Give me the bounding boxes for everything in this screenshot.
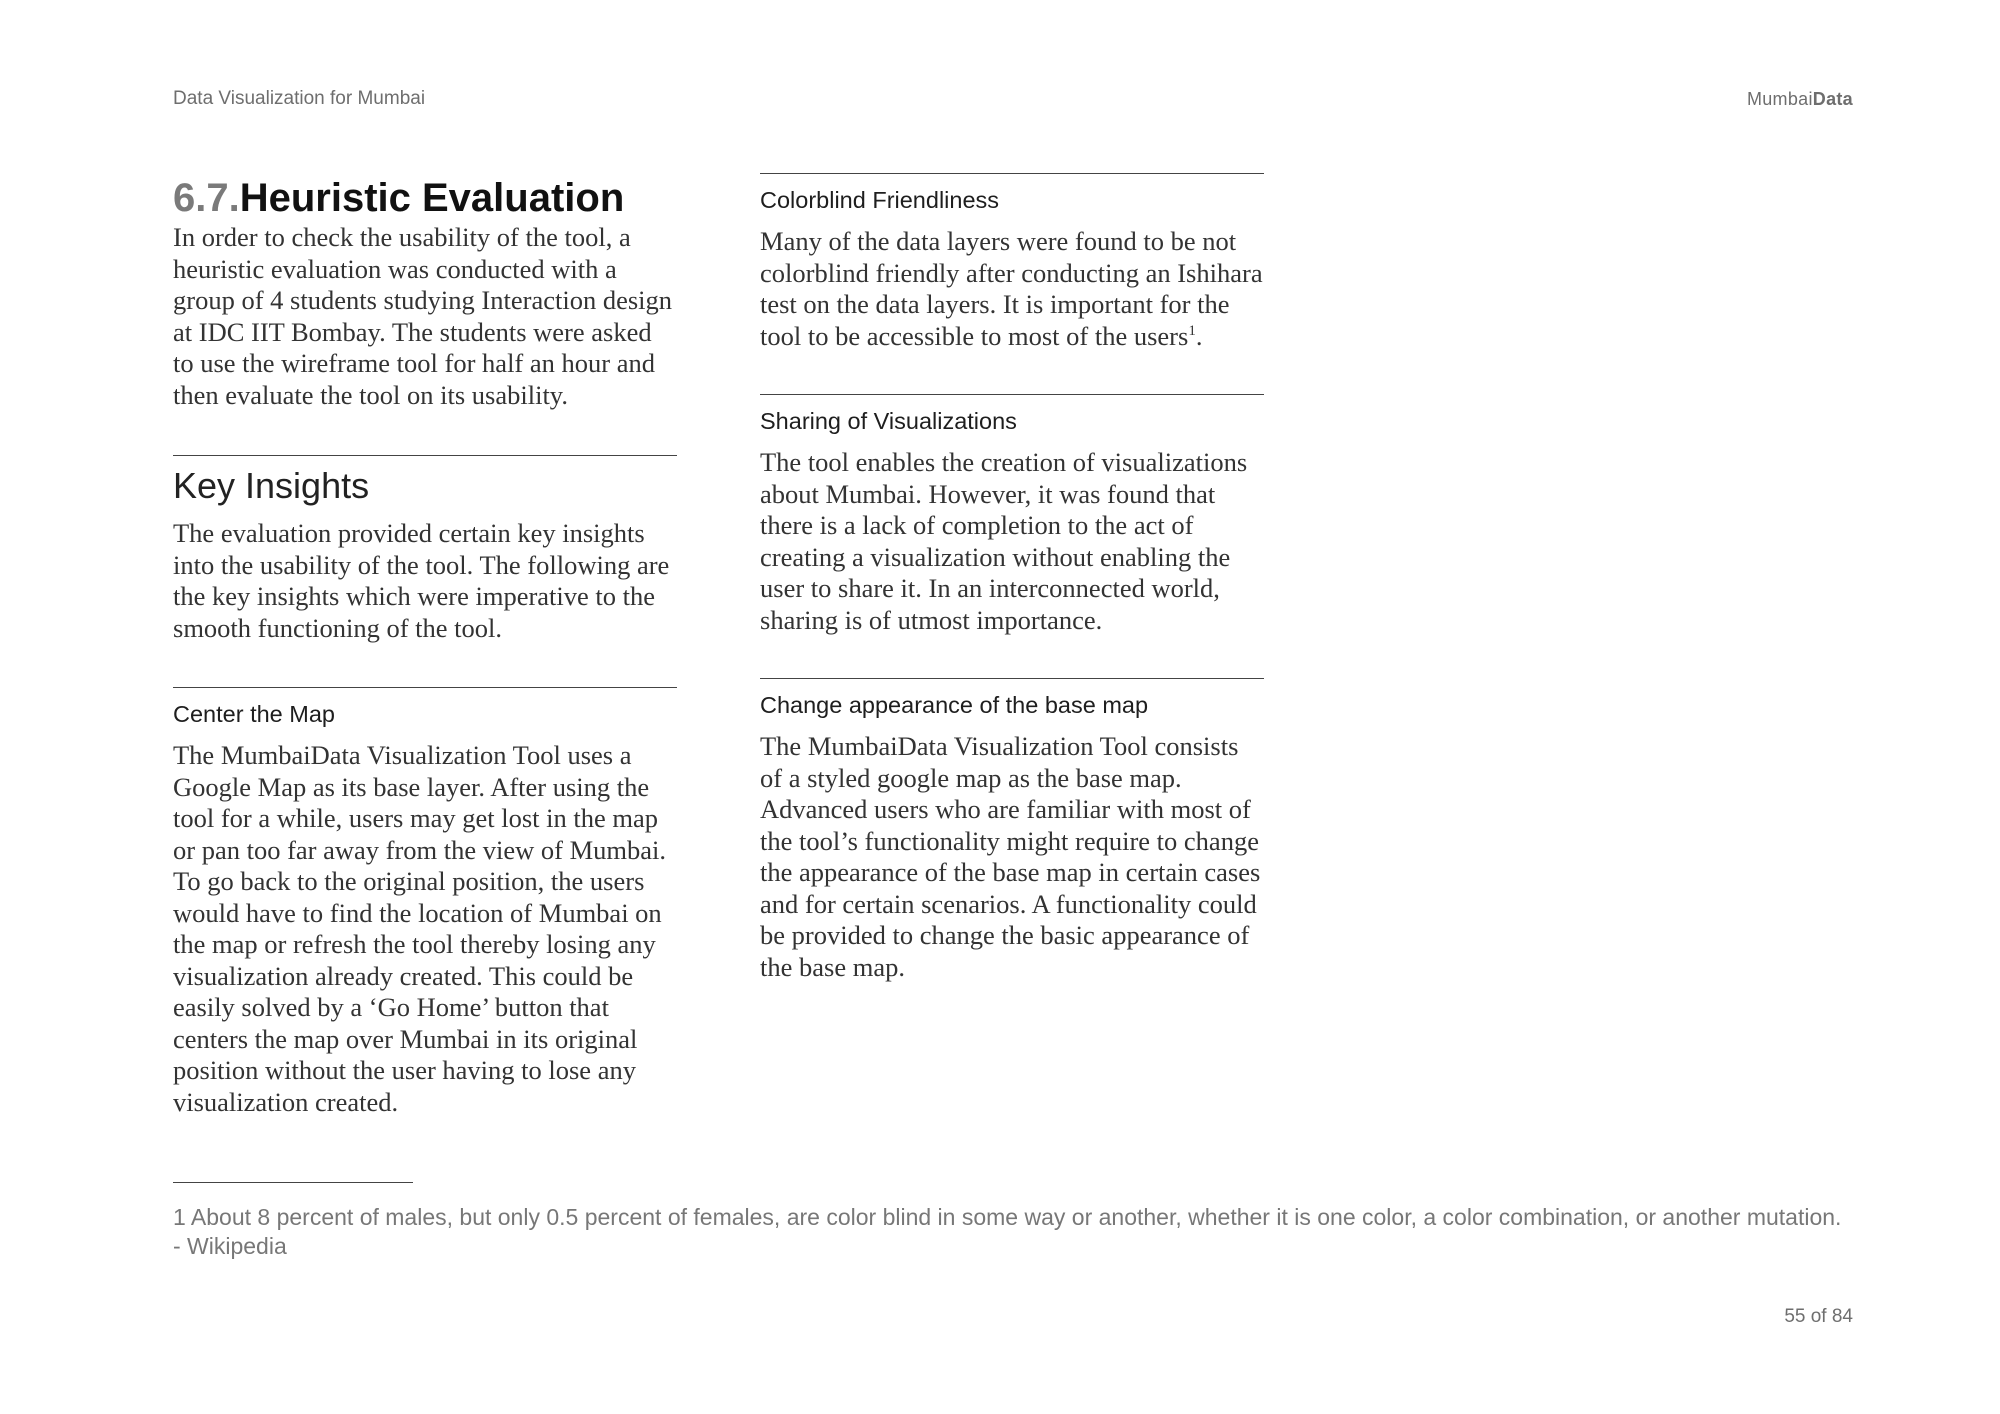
colorblind-paragraph <box>760 226 1264 352</box>
left-column <box>173 170 677 1118</box>
footnote: 1 About 8 percent of males, but only 0.5 percent of females, are color blind in some way or another, whether it is one color, a color combination, or another mutation. - Wikipedia <box>173 1204 1842 1259</box>
divider <box>760 678 1264 679</box>
divider <box>760 394 1264 395</box>
footnote-divider <box>173 1182 413 1183</box>
center-map-paragraph: The MumbaiData Visualization Tool uses a Google Map as its base layer. After using the tool for a while, users may get lost in the map or pan too far away from the view of Mumbai. To go back to the original position, the users would have to find the location of Mumbai on the map or refresh the tool thereby losing any visualization already created. This could be easily solved by a ‘Go Home’ button that centers the map over Mumbai in its original position without the user having to lose any visualization created. <box>173 740 667 1117</box>
sharing-heading: Sharing of Visualizations <box>760 408 1017 434</box>
key-insights-heading: Key Insights <box>173 465 370 506</box>
brand-light: Mumbai <box>1746 89 1813 109</box>
intro-paragraph: In order to check the usability of the tool, a heuristic evaluation was conducted with a group of 4 students studying Interaction design at IDC IIT Bombay. The students were asked to use the wireframe tool for half an hour and then evaluate the tool on its usability. <box>173 222 673 410</box>
running-header: Data Visualization for Mumbai <box>173 88 426 109</box>
base-map-heading: Change appearance of the base map <box>760 692 1149 718</box>
footnote-reference[interactable]: 1 <box>1188 322 1196 339</box>
base-map-paragraph: The MumbaiData Visualization Tool consists of a styled google map as the base map. Advanced users who are familiar with most of the tool’s functionality might require to change the appearance of the base map in certain cases and for certain scenarios. A functionality could be provided to change the basic appearance of the base map. <box>760 731 1261 982</box>
section-number: 6.7. <box>173 176 240 220</box>
center-map-heading: Center the Map <box>173 701 335 727</box>
section-title-text: Heuristic Evaluation <box>239 176 625 220</box>
sharing-paragraph: The tool enables the creation of visualizations about Mumbai. However, it was found that there is a lack of completion to the act of creating a visualization without enabling the user to share it. In an interconnected world, sharing is of utmost importance. <box>760 447 1248 635</box>
divider <box>760 173 1264 174</box>
key-insights-paragraph: The evaluation provided certain key insights into the usability of the tool. The following are the key insights which were imperative to the smooth functioning of the tool. <box>173 518 670 643</box>
colorblind-text-end: . <box>1195 320 1203 351</box>
brand-logo <box>1747 89 1853 110</box>
right-column <box>760 170 1264 983</box>
colorblind-text: Many of the data layers were found to be not colorblind friendly after conducting an Ishihara test on the data layers. It is important for the tool to be accessible to most of the users <box>760 226 1263 351</box>
divider <box>173 687 677 688</box>
divider <box>173 455 677 456</box>
page-number: 55 of 84 <box>1784 1306 1853 1327</box>
brand-bold: Data <box>1812 89 1853 109</box>
colorblind-heading: Colorblind Friendliness <box>760 187 1000 213</box>
section-title <box>173 174 677 222</box>
